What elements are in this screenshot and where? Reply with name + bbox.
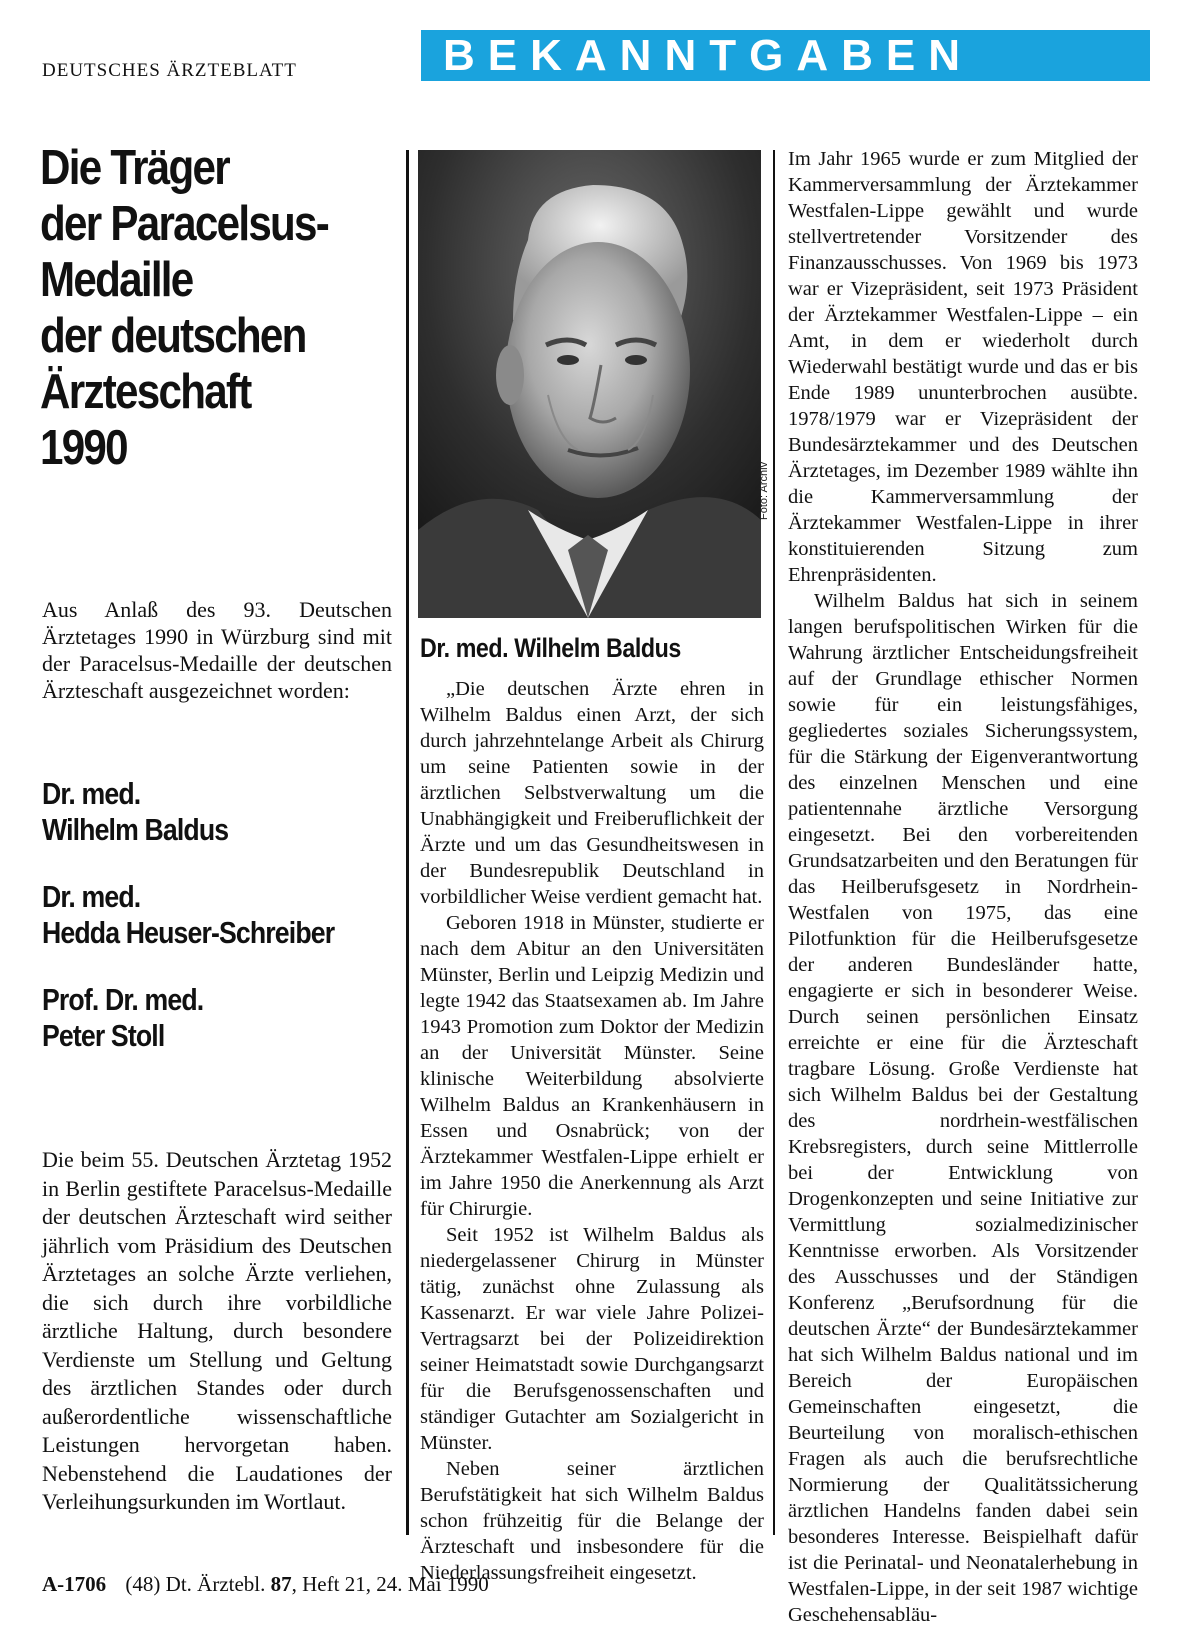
headline [40, 140, 341, 476]
section-banner: BEKANNTGABEN [421, 30, 1150, 81]
history-section [42, 1146, 392, 1517]
laudatio-paragraph: Im Jahr 1965 wurde er zum Mitglied der Kammerversammlung der Ärztekammer Westfalen-Lippe gewählt und wurde stellvertretender Vorsitzender des Finanzausschusses. Von 1969 bis 1973 war er Vizepräsident, seit 1973 Präsident der Ärztekammer Westfalen-Lippe – ein Amt, in dem er wiederholt durch Wiederwahl bestätigt wurde und das er bis Ende 1989 ununterbrochen ausübte. 1978/1979 war er Vizepräsident der Bundesärztekammer und des Deutschen Ärztetages, im Dezember 1989 wählte ihn die Kammerversammlung der Ärztekammer Westfalen-Lippe in ihrer konstituierenden Sitzung zum Ehrenpräsidenten. [788, 148, 1138, 586]
headline-line: Die Träger [40, 141, 229, 195]
recipient-title: Dr. med. [42, 776, 141, 811]
intro-paragraph: Aus Anlaß des 93. Deutschen Ärztetages 1990 in Würzburg sind mit der Paracelsus-Medaille der deutschen Ärzteschaft ausgezeichnet worden: [42, 597, 392, 703]
laudatio-paragraph: Wilhelm Baldus hat sich in seinem langen berufspolitischen Wirken für die Wahrung ärztlicher Entscheidungsfreiheit auf der Grundlage ethischer Normen sowie für ein leistungsfähiges, gegliedertes soziales Sicherungssystem, für die Stärkung der Eigenverantwortung des einzelnen Menschen und eine patientennahe ärztliche Versorgung eingesetzt. Bei den vorbereitenden Grundsatzarbeiten und den Beratungen für das Heilberufsgesetz in Nordrhein-Westfalen von 1975, das eine Pilotfunktion für die Heilberufsgesetze der anderen Bundesländer hatte, engagierte er sich in besonderer Weise. Durch seinen persönlichen Einsatz erreichte er eine für die Ärzteschaft tragbare Lösung. Große Verdienste hat sich Wilhelm Baldus bei der Gestaltung des nordrhein-westfälischen Krebsregisters, durch seine Mittlerrolle bei der Entwicklung von Drogenkonzepten und seine Initiative zur Vermittlung sozialmedizinischer Kenntnisse erworben. Als Vorsitzender des Ausschusses und der Ständigen Konferenz „Berufsordnung für die deutschen Ärzte“ der Bundesärztekammer hat sich Wilhelm Baldus national und im Bereich der Europäischen Gemeinschaften eingesetzt, die Beurteilung von moralisch-ethischen Fragen als auch die berufsrechtliche Normierung der Qualitätssicherung ärztlichen Handelns fanden dabei sein besonderes Interesse. Beispielhaft dafür ist die Perinatal- und Neonatalerhebung in Westfalen-Lippe, in der seit 1987 wichtige Geschehensabläu- [788, 590, 1138, 1626]
laudatio-paragraph: „Die deutschen Ärzte ehren in Wilhelm Baldus einen Arzt, der sich durch jahrzehntelange Arbeit als Chirurg um seine Patienten sowie in der ärztlichen Selbstverwaltung um die Unabhängigkeit und Freiberuflichkeit der Ärzte und um das Gesundheitswesen in der Bundesrepublik Deutschland in vorbildlicher Weise verdient gemacht hat. [420, 678, 764, 908]
page-footer [42, 1572, 489, 1597]
recipient-title: Prof. Dr. med. [42, 982, 204, 1017]
recipient-title: Dr. med. [42, 879, 141, 914]
photo-credit: Foto: Archiv [758, 461, 770, 520]
laudatio-column-3 [788, 146, 1138, 1628]
headline-line: Medaille [40, 253, 193, 307]
masthead: DEUTSCHES ÄRZTEBLATT [42, 60, 297, 81]
citation-prefix: (48) Dt. Ärztebl. [125, 1572, 266, 1596]
volume-number: 87 [270, 1572, 292, 1596]
laudatio-paragraph: Seit 1952 ist Wilhelm Baldus als niedergelassener Chirurg in Münster tätig, zunächst ohne Zulassung als Kassenarzt. Er war viele Jahre Polizei-Vertragsarzt bei der Polizeidirektion seiner Heimatstadt sowie Durchgangsarzt für die Berufsgenossenschaften und ständiger Gutachter am Sozialgericht in Münster. [420, 1224, 764, 1454]
recipient-entry [42, 982, 352, 1054]
column-divider [773, 150, 775, 1535]
laudatio-column-2 [420, 676, 764, 1586]
recipient-entry [42, 776, 352, 848]
recipient-name: Peter Stoll [42, 1018, 165, 1053]
portrait-photo [418, 150, 761, 618]
recipient-list [42, 776, 352, 1085]
history-paragraph: Die beim 55. Deutschen Ärztetag 1952 in Berlin gestiftete Paracelsus-Medaille der deutschen Ärzteschaft wird seither jährlich vom Präsidium des Deutschen Ärztetages an solche Ärzte verliehen, die sich durch ihre vorbildliche ärztliche Haltung, durch besondere Verdienste um Stellung und Geltung des ärztlichen Standes oder durch außerordentliche wissenschaftliche Leistungen hervorgetan haben. Nebenstehend die Laudationes der Verleihungsurkunden im Wortlaut. [42, 1147, 392, 1514]
citation-suffix: , Heft 21, 24. Mai 1990 [291, 1572, 489, 1596]
recipient-entry [42, 879, 352, 951]
headline-line: 1990 [40, 421, 127, 475]
portrait-illustration [418, 150, 761, 618]
laudatio-paragraph: Geboren 1918 in Münster, studierte er nach dem Abitur an den Universitäten Münster, Berlin und Leipzig Medizin und legte 1942 das Staatsexamen ab. Im Jahre 1943 Promotion zum Doktor der Medizin an der Universität Münster. Seine klinische Weiterbildung absolvierte Wilhelm Baldus an Krankenhäusern in Essen und Osnabrück; von der Ärztekammer Westfalen-Lippe erhielt er im Jahre 1950 die Anerkennung als Arzt für Chirurgie. [420, 912, 764, 1220]
laudatio-heading: Dr. med. Wilhelm Baldus [420, 633, 681, 663]
page-number: A-1706 [42, 1572, 107, 1596]
headline-line: der deutschen [40, 309, 306, 363]
recipient-name: Hedda Heuser-Schreiber [42, 915, 335, 950]
laudatio-paragraph: Neben seiner ärztlichen Berufstätigkeit hat sich Wilhelm Baldus schon frühzeitig für die Belange der Ärzteschaft und insbesondere für die Niederlassungsfreiheit eingesetzt. [420, 1458, 764, 1584]
headline-line: der Paracelsus- [40, 197, 329, 251]
headline-line: Ärzteschaft [40, 365, 251, 419]
intro-section [42, 596, 392, 704]
column-divider [406, 150, 409, 1535]
recipient-name: Wilhelm Baldus [42, 812, 229, 847]
